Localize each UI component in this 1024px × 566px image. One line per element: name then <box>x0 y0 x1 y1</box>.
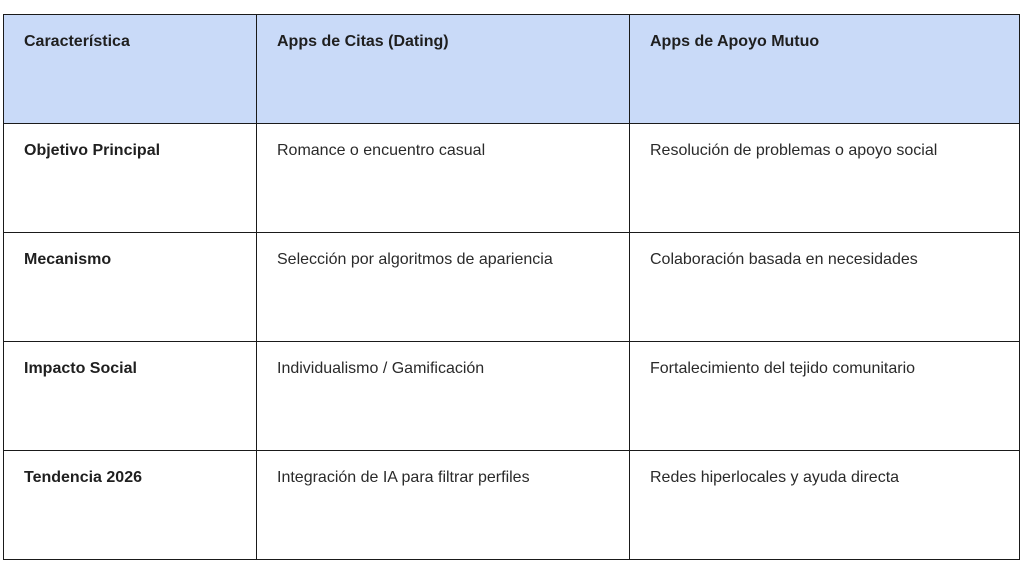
table-row <box>4 451 1020 560</box>
row-label-mecanismo: Mecanismo <box>4 233 257 342</box>
table-row <box>4 342 1020 451</box>
table-cell: Individualismo / Gamificación <box>257 342 630 451</box>
table-cell: Redes hiperlocales y ayuda directa <box>630 451 1020 560</box>
table-cell: Integración de IA para filtrar perfiles <box>257 451 630 560</box>
header-cell-apps-citas: Apps de Citas (Dating) <box>257 15 630 124</box>
table-cell: Fortalecimiento del tejido comunitario <box>630 342 1020 451</box>
table-cell: Selección por algoritmos de apariencia <box>257 233 630 342</box>
header-cell-caracteristica: Característica <box>4 15 257 124</box>
header-cell-apps-apoyo: Apps de Apoyo Mutuo <box>630 15 1020 124</box>
table-header-row <box>4 15 1020 124</box>
comparison-table <box>3 14 1020 560</box>
table-row <box>4 124 1020 233</box>
table-cell: Romance o encuentro casual <box>257 124 630 233</box>
table-cell: Colaboración basada en necesidades <box>630 233 1020 342</box>
row-label-objetivo: Objetivo Principal <box>4 124 257 233</box>
table-cell: Resolución de problemas o apoyo social <box>630 124 1020 233</box>
row-label-impacto: Impacto Social <box>4 342 257 451</box>
table-row <box>4 233 1020 342</box>
row-label-tendencia: Tendencia 2026 <box>4 451 257 560</box>
